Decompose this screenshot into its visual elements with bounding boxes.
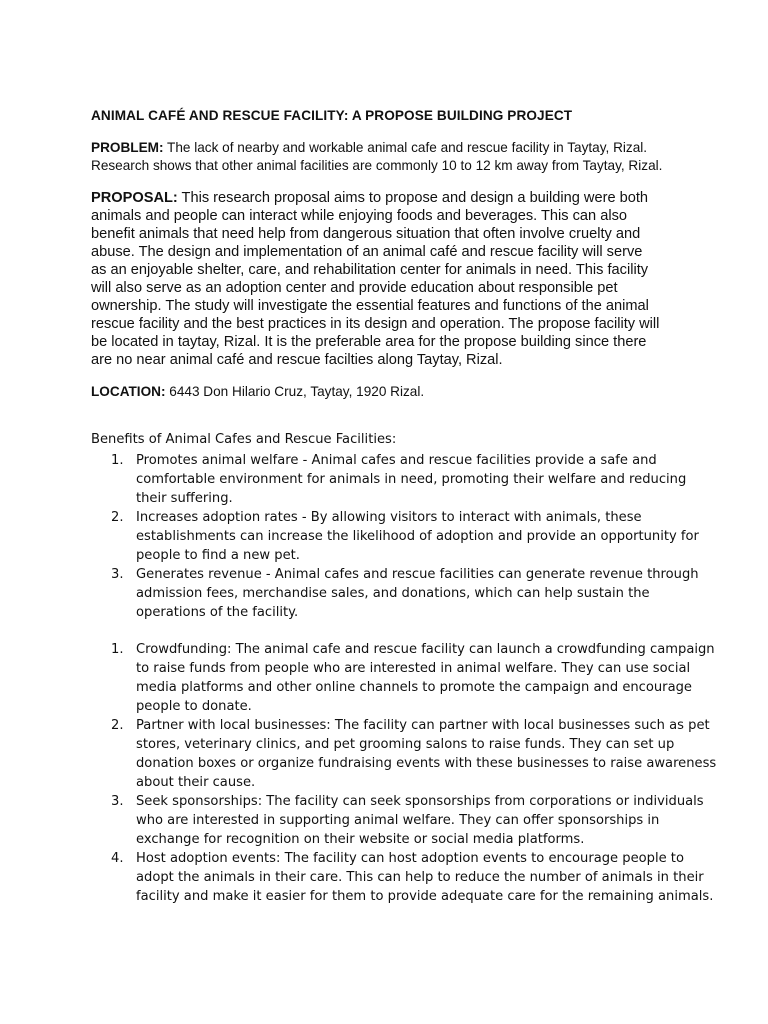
list-item-line: facility and make it easier for them to provide adequate care for the remaining animals. — [136, 889, 714, 904]
list-item — [91, 849, 714, 906]
list-item-line: to raise funds from people who are interested in animal welfare. They can use social — [136, 661, 691, 676]
proposal-line: abuse. The design and implementation of an animal café and rescue facility will serve — [91, 244, 643, 260]
list-item-number: 1. — [111, 642, 124, 657]
location-section — [91, 384, 424, 399]
list-item-line: people to find a new pet. — [136, 548, 300, 563]
location-text: 6443 Don Hilario Cruz, Taytay, 1920 Rizal. — [165, 384, 425, 399]
proposal-line: benefit animals that need help from dangerous situation that often involve cruelty and — [91, 226, 641, 242]
list-item-line: their suffering. — [136, 491, 233, 506]
benefits-heading: Benefits of Animal Cafes and Rescue Facilities: — [91, 432, 397, 447]
list-item-line: comfortable environment for animals in need, promoting their welfare and reducing — [136, 472, 687, 487]
list-item — [91, 640, 715, 716]
list-item-number: 3. — [111, 567, 124, 582]
list-item — [91, 565, 699, 622]
problem-label: PROBLEM: — [91, 140, 164, 155]
list-item-line: Increases adoption rates - By allowing visitors to interact with animals, these — [136, 510, 642, 525]
list-item-line: donation boxes or organize fundraising events with these businesses to raise awareness — [136, 756, 717, 771]
benefits-list — [91, 451, 699, 622]
list-item-line: establishments can increase the likelihood of adoption and provide an opportunity for — [136, 529, 699, 544]
proposal-line: as an enjoyable shelter, care, and rehabilitation center for animals in need. This facility — [91, 262, 649, 278]
list-item-line: about their cause. — [136, 775, 256, 790]
proposal-line: ownership. The study will investigate the essential features and functions of the animal — [91, 298, 649, 314]
list-item-number: 4. — [111, 851, 124, 866]
proposal-line: will also serve as an adoption center and provide education about responsible pet — [91, 280, 618, 296]
problem-text: The lack of nearby and workable animal cafe and rescue facility in Taytay, Rizal. — [163, 140, 648, 155]
list-item-line: Crowdfunding: The animal cafe and rescue facility can launch a crowdfunding campaign — [136, 642, 715, 657]
proposal-label: PROPOSAL: — [91, 190, 178, 206]
list-item-line: who are interested in supporting animal welfare. They can offer sponsorships in — [136, 813, 660, 828]
proposal-line: be located in taytay, Rizal. It is the preferable area for the propose building since there — [91, 334, 647, 350]
list-item-line: stores, veterinary clinics, and pet grooming salons to raise funds. They can set up — [136, 737, 675, 752]
location-label: LOCATION: — [91, 384, 166, 399]
list-item-line: Host adoption events: The facility can host adoption events to encourage people to — [136, 851, 684, 866]
list-item-line: admission fees, merchandise sales, and donations, which can help sustain the — [136, 586, 650, 601]
problem-line-1 — [91, 139, 691, 157]
list-item-number: 1. — [111, 453, 124, 468]
fundraising-list — [91, 640, 717, 906]
list-item-line: Partner with local businesses: The facility can partner with local businesses such as pet — [136, 718, 710, 733]
problem-section — [91, 139, 691, 175]
list-item-line: adopt the animals in their care. This can help to reduce the number of animals in their — [136, 870, 704, 885]
proposal-text: This research proposal aims to propose and design a building were both — [177, 190, 649, 206]
list-item — [91, 508, 699, 565]
proposal-line: animals and people can interact while enjoying foods and beverages. This can also — [91, 208, 627, 224]
list-item — [91, 792, 704, 849]
list-item-number: 2. — [111, 510, 124, 525]
list-item-line: Seek sponsorships: The facility can seek sponsorships from corporations or individuals — [136, 794, 704, 809]
list-item-line: Promotes animal welfare - Animal cafes and rescue facilities provide a safe and — [136, 453, 657, 468]
list-item — [91, 716, 717, 792]
proposal-line: are no near animal café and rescue facilties along Taytay, Rizal. — [91, 352, 503, 368]
list-item-line: people to donate. — [136, 699, 252, 714]
proposal-section — [91, 189, 691, 369]
proposal-line — [91, 189, 691, 207]
document-title: ANIMAL CAFÉ AND RESCUE FACILITY: A PROPOSE BUILDING PROJECT — [91, 108, 573, 123]
list-item-line: exchange for recognition on their website or social media platforms. — [136, 832, 585, 847]
list-item-number: 3. — [111, 794, 124, 809]
list-item-line: Generates revenue - Animal cafes and rescue facilities can generate revenue through — [136, 567, 699, 582]
list-item-line: operations of the facility. — [136, 605, 299, 620]
problem-line-2: Research shows that other animal facilities are commonly 10 to 12 km away from Taytay, Rizal. — [91, 158, 663, 173]
list-item-line: media platforms and other online channels to promote the campaign and encourage — [136, 680, 692, 695]
list-item-number: 2. — [111, 718, 124, 733]
list-item — [91, 451, 691, 508]
proposal-line: rescue facility and the best practices in its design and operation. The propose facility will — [91, 316, 660, 332]
